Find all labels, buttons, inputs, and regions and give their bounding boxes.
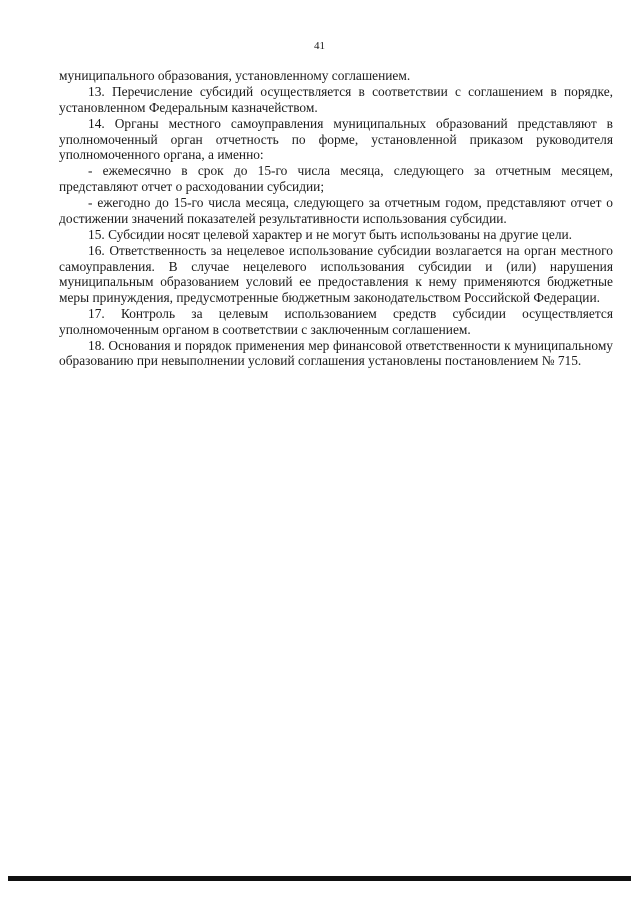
page-number: 41 [314, 40, 325, 52]
paragraph-14-yearly: - ежегодно до 15-го числа месяца, следующего за отчетным годом, представляют отчет о достижении значений показателей результативности использования субсидии. [59, 195, 613, 226]
document-body [59, 68, 613, 370]
paragraph-14-monthly: - ежемесячно в срок до 15-го числа месяца, следующего за отчетным месяцем, представляют отчет о расходовании субсидии; [59, 163, 613, 194]
paragraph-14: 14. Органы местного самоуправления муниципальных образований представляют в уполномоченный орган отчетность по форме, установленной приказом руководителя уполномоченного органа, а именно: [59, 116, 613, 163]
paragraph-16: 16. Ответственность за нецелевое использование субсидии возлагается на орган местного самоуправления. В случае нецелевого использования субсидии и (или) нарушения муниципальным образованием условий ее предоставления к нему применяются бюджетные меры принуждения, предусмотренные бюджетным законодательством Российской Федерации. [59, 243, 613, 305]
bottom-border-line [8, 876, 631, 881]
paragraph-continuation: муниципального образования, установленному соглашением. [59, 68, 411, 83]
paragraph-13: 13. Перечисление субсидий осуществляется в соответствии с соглашением в порядке, установленном Федеральным казначейством. [59, 84, 613, 115]
paragraph-15: 15. Субсидии носят целевой характер и не могут быть использованы на другие цели. [88, 227, 573, 243]
paragraph-18: 18. Основания и порядок применения мер финансовой ответственности к муниципальному образованию при невыполнении условий соглашения установлены постановлением № 715. [59, 337, 613, 369]
paragraph-17: 17. Контроль за целевым использованием средств субсидии осуществляется уполномоченным органом в соответствии с заключенным соглашением. [59, 306, 613, 337]
